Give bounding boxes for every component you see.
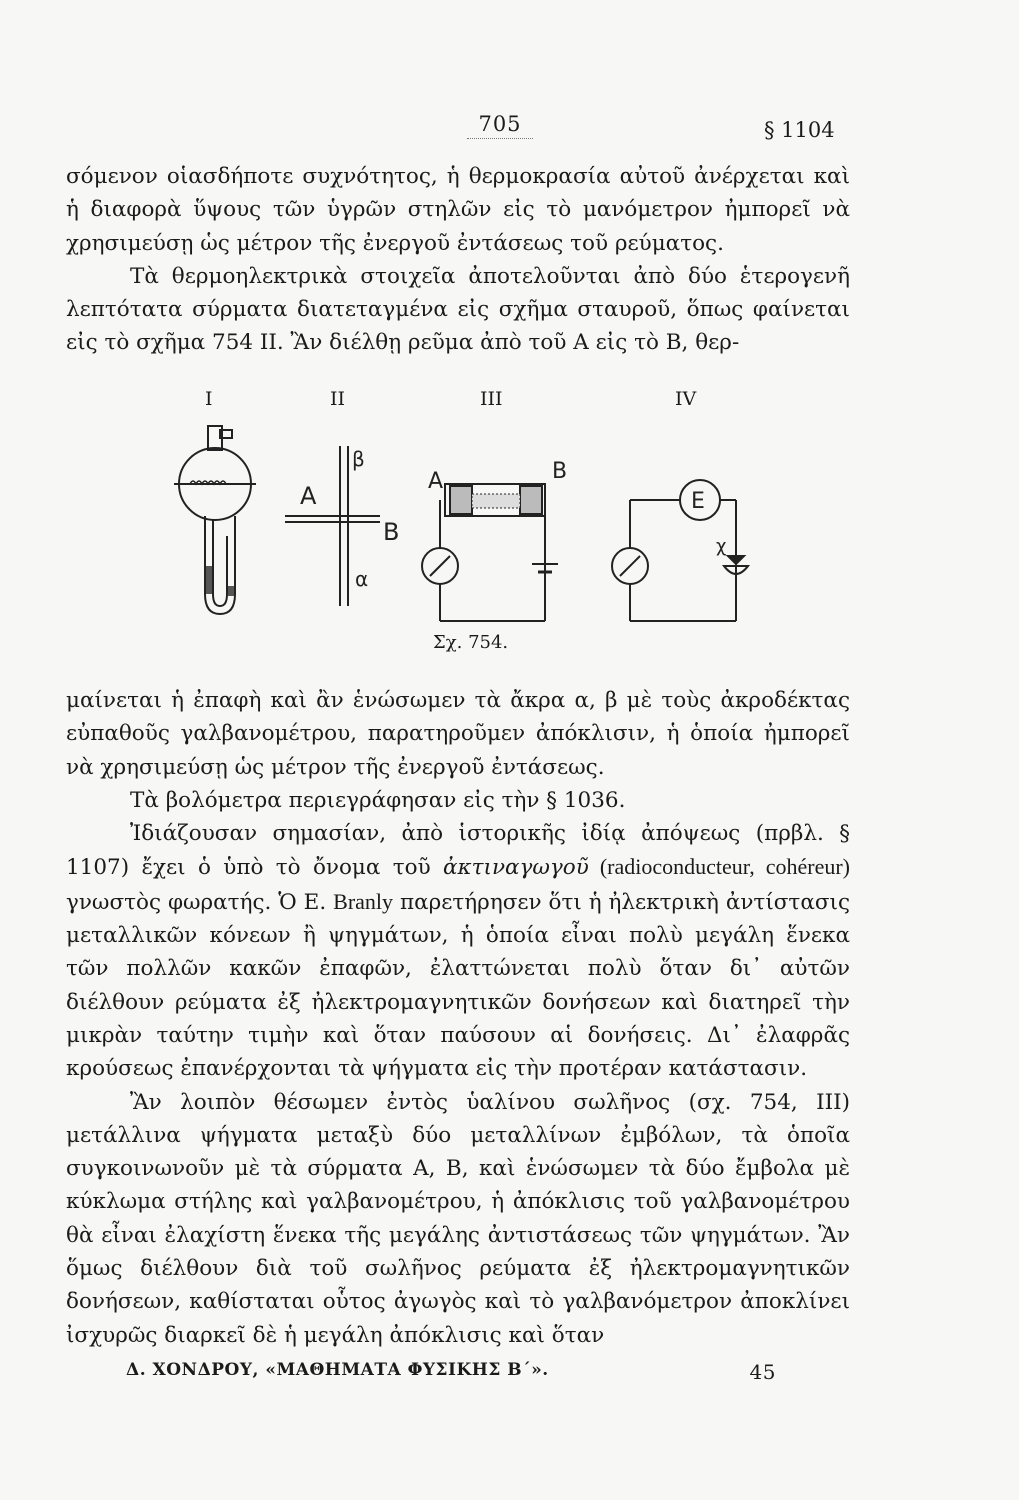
coherer-label-b: B	[552, 459, 568, 484]
wire-label-b: B	[383, 518, 400, 546]
bulb-manometer-drawing	[174, 426, 256, 614]
paragraph-5-latin-term: (radioconducteur, cohéreur)	[588, 854, 850, 880]
footer-title: Δ. ΧΟΝΔΡΟΥ, «ΜΑΘΗΜΑΤΑ ΦΥΣΙΚΗΣ Β΄».	[126, 1360, 549, 1380]
page-number: 705	[460, 112, 540, 139]
footer-sheet-number: 45	[749, 1360, 776, 1384]
paragraph-5-part-a: Ἰδιάζουσαν σημασίαν, ἀπὸ ἱστορικῆς ἰδίᾳ ἀπόψεως (πρβλ. § 1107) ἔχει ὁ ὑπὸ τὸ ὄνομα τοῦ	[66, 821, 850, 881]
paragraph-4: Τὰ βολόμετρα περιεγράφησαν εἰς τὴν § 1036.	[130, 787, 626, 813]
paragraph-6: Ἂν λοιπὸν θέσωμεν ἐντὸς ὑαλίνου σωλῆνος (σχ. 754, ΙΙΙ) μετάλλινα ψήγματα μεταξὺ δύο μεταλλίνων ἐμβόλων, τὰ ὁποῖα συγκοινωνοῦν μὲ τὰ σύρματα Α, Β, καὶ ἑνώσωμεν τὰ δύο ἔμβολα μὲ κύκλωμα στήλης καὶ γαλβανομέτρου, ἡ ἀπόκλισις τοῦ γαλβανομέτρου θὰ εἶναι ἐλαχίστη ἕνεκα τῆς μεγάλης ἀντιστάσεως τῶν ψηγμάτων. Ἂν ὅμως διέλθουν διὰ τοῦ σωλῆνος ρεύματα ἐξ ἠλεκτρομαγνητικῶν δονήσεων, καθίσταται οὗτος ἀγωγὸς καὶ τὸ γαλβανόμετρον ἀποκλίνει ἰσχυρῶς διαρκεῖ δὲ ἡ μεγάλη ἀπόκλισις καὶ ὅταν	[66, 1089, 850, 1348]
receiver-label-x: χ	[716, 536, 727, 557]
wire-label-alpha: α	[355, 567, 369, 591]
page-footer	[126, 1360, 776, 1384]
paragraph-5-part-c: παρετήρησεν ὅτι ἡ ἠλεκτρικὴ ἀντίστασις μεταλλικῶν κόνεων ἢ ψηγμάτων, ἡ ὁποία εἶναι πολὺ μεγάλη ἕνεκα τῶν πολλῶν κακῶν ἐπαφῶν, ἐλαττώνεται πολὺ ὅταν δι᾽ αὐτῶν διέλθουν ρεύματα ἐξ ἠλεκτρομαγνητικῶν δονήσεων καὶ διατηρεῖ τὴν μικρὰν ταύτην τιμὴν καὶ ὅταν παύσουν αἱ δονήσεις. Δι᾽ ἐλαφρᾶς κρούσεως ἐπανέρχονται τὰ ψήγματα εἰς τὴν προτέραν κατάστασιν.	[66, 889, 850, 1082]
receiver-label-e: E	[691, 489, 705, 514]
figure-caption: Σχ. 754.	[433, 632, 509, 653]
coherer-label-a: A	[428, 469, 444, 494]
paragraph-3: μαίνεται ἡ ἐπαφὴ καὶ ἂν ἑνώσωμεν τὰ ἄκρα α, β μὲ τοὺς ἀκροδέκτας εὐπαθοῦς γαλβανομέτρου, παρατηροῦμεν ἀπόκλισιν, ἡ ὁποία ἠμπορεῖ νὰ χρησιμεύσῃ ὡς μέτρον τῆς ἐνεργοῦ ἐντάσεως.	[66, 688, 850, 780]
wire-label-beta: β	[352, 447, 365, 471]
text-block-bottom	[66, 684, 850, 1352]
coherer-circuit-drawing	[422, 459, 567, 621]
receiver-circuit-drawing	[612, 480, 748, 621]
figure-drawing	[160, 416, 800, 656]
figure-label-4: IV	[675, 388, 697, 410]
figure-754	[160, 388, 800, 663]
paragraph-2: Τὰ θερμοηλεκτρικὰ στοιχεῖα ἀποτελοῦνται ἀπὸ δύο ἑτερογενῆ λεπτότατα σύρματα διατεταγμένα εἰς σχῆμα σταυροῦ, ὅπως φαίνεται εἰς τὸ σχῆμα 754 ΙΙ. Ἂν διέλθῃ ρεῦμα ἀπὸ τοῦ Α εἰς τὸ Β, θερ-	[66, 263, 850, 356]
paragraph-5-italic-term: ἀκτιναγωγοῦ	[443, 855, 589, 881]
paragraph-5-name-branly: Branly	[333, 888, 394, 914]
text-block-top	[66, 160, 850, 360]
thermocouple-cross-drawing	[285, 446, 399, 606]
paragraph-1: σόμενον οἱασδήποτε συχνότητος, ἡ θερμοκρασία αὐτοῦ ἀνέρχεται καὶ ἡ διαφορὰ ὕψους τῶν ὑγρῶν στηλῶν εἰς τὸ μανόμετρον ἠμπορεῖ νὰ χρησιμεύσῃ ὡς μέτρον τῆς ἐνεργοῦ ἐντάσεως τοῦ ρεύματος.	[66, 164, 850, 256]
figure-label-1: I	[205, 388, 213, 410]
section-number: § 1104	[764, 118, 835, 142]
wire-label-a: A	[300, 482, 317, 510]
paragraph-5	[66, 817, 850, 1085]
figure-label-2: II	[330, 388, 346, 410]
figure-label-3: III	[480, 388, 503, 410]
paragraph-5-part-b: γνωστὸς φωρατής. Ὁ Ε.	[66, 889, 334, 915]
